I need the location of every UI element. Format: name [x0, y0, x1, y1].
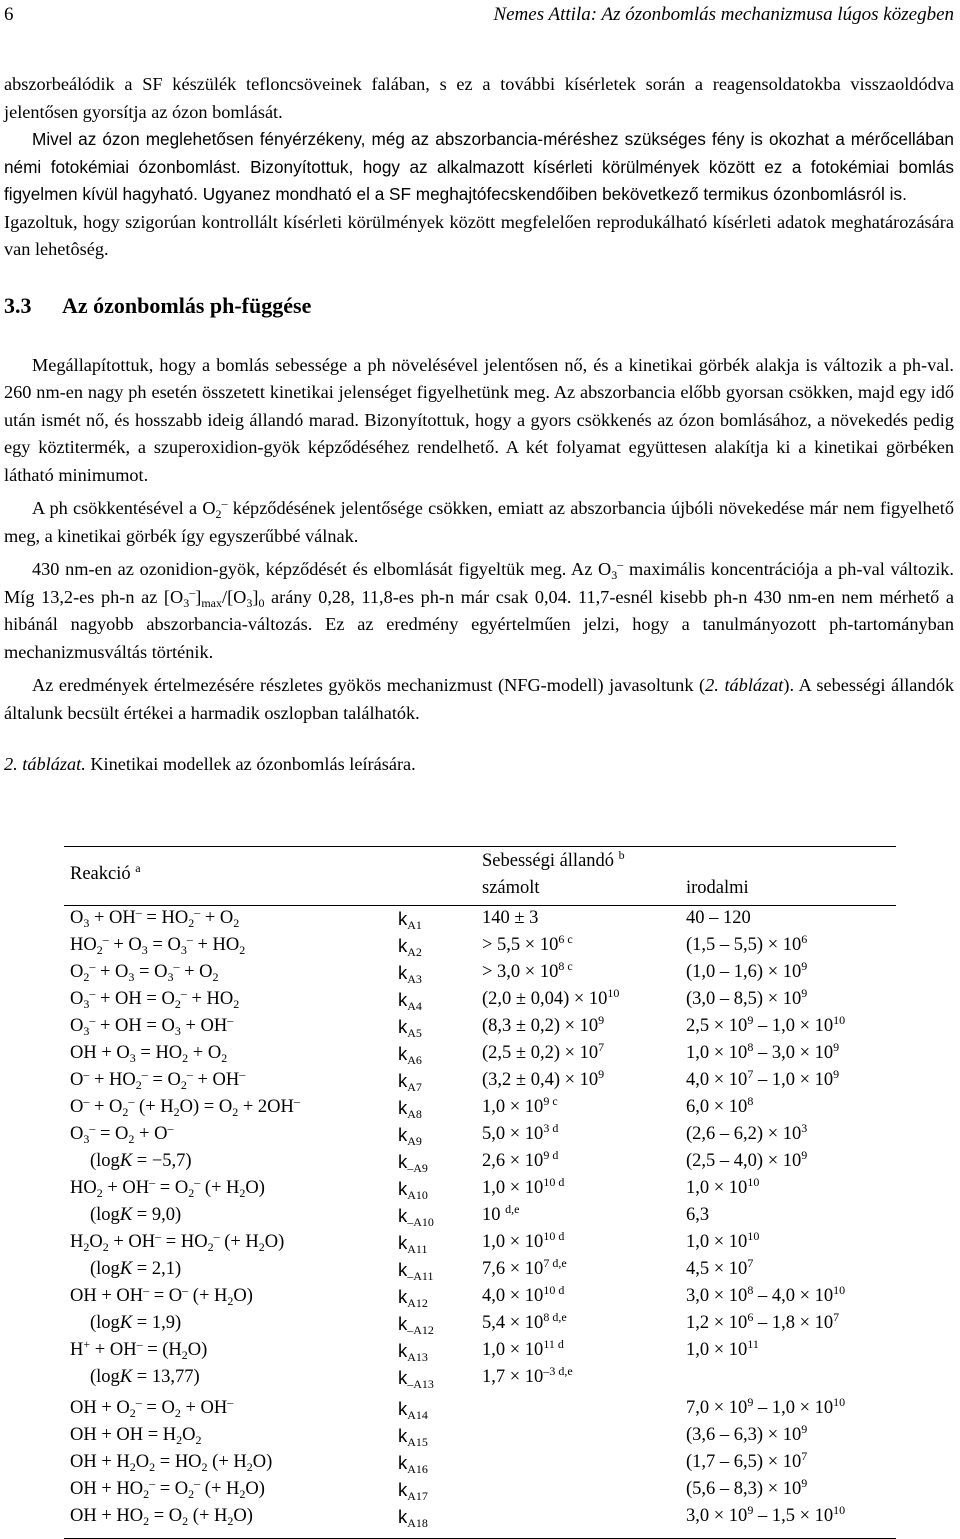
table-row: $O_3 + OH^- = HO_2^- + O_2$ $k_{A1}$ 140 ± 3 40 – 120 [70, 905, 751, 932]
section-heading [4, 292, 954, 326]
header-rate-constant: Sebességi állandó $^b$ [482, 848, 625, 871]
table-row: (logK = −5,7) $k_{-A9}$ $2,6 \times 10^{9 d}$ $(2,5 - 4,0) \times 10^9$ [90, 1148, 808, 1175]
section-title: Az ózonbomlás ph-függése [62, 292, 312, 318]
running-title: Nemes Attila: Az ózonbomlás mechanizmusa lúgos közegben [493, 4, 954, 25]
table-row: (logK = 2,1) $k_{-A11}$ $7,6 \times 10^{7 d,e}$ $4,5 \times 10^7$ [90, 1256, 754, 1283]
paragraph: Az eredmények értelmezésére részletes gyökös mechanizmust (NFG-modell) javasoltunk (2. táblázat). A sebességi állandók általunk becsült értékei a harmadik oszlopban találhatók. [4, 675, 954, 723]
table-row: (logK = 9,0) $k_{-A10}$ 10 $^{d,e}$ 6,3 [90, 1202, 710, 1229]
table-rule-mid [64, 905, 896, 906]
table-row: $O_3^-$ + OH = $O_2^- + HO_2$ $k_{A4}$ $(2,0 \pm 0,04) \times 10^{10}$ $(3,0 - 8,5) \times 10^9$ [70, 986, 808, 1013]
table-row: $O_3^-$ + OH = $O_3 + OH^-$ $k_{A5}$ $(8,3 \pm 0,2) \times 10^9$ $2,5 \times 10^9 - 1,0 \times 10^{10}$ [70, 1013, 846, 1040]
table-row: $O^- + O_2^-$ (+ $H_2O) = O_2 + 2OH^-$ $k_{A8}$ $1,0 \times 10^{9 c}$ $6,0 \times 10^8$ [70, 1094, 754, 1121]
section-number: 3.3 [4, 292, 32, 318]
table-row: $H_2O_2 + OH^- = HO_2^-$ (+ $H_2O$) $k_{A11}$ $1,0 \times 10^{10 d}$ $1,0 \times 10^{10}$ [70, 1229, 760, 1256]
table-row: $O_3^- = O_2 + O^-$ $k_{A9}$ $5,0 \times 10^{3 d}$ $(2,6 - 6,2) \times 10^3$ [70, 1121, 808, 1148]
paragraph: 430 nm-en az ozonidion-gyök, képződését és elbomlását figyeltük meg. Az $O_3^-$ maximális koncentrációja a ph-val változik. Míg 13,2-es ph-n az $[O_3^-]_{max}/[O_3]_0$ arány 0,28, 11,8-es ph-n már csak 0,04. 11,7-esnél kisebb ph-n 430 nm-en nem mérhető a hibánál nagyobb abszorbancia-változás. Ez az eredmény egyértelműen jelzi, hogy a tanulmányozott ph-tartományban mechanizmusváltás történik. [4, 557, 955, 662]
table-row: (logK = 1,9) $k_{-A12}$ $5,4 \times 10^{8 d,e}$ $1,2 \times 10^6 - 1,8 \times 10^7$ [90, 1310, 840, 1337]
paragraph: abszorbeálódik a SF készülék tefloncsöveinek falában, s ez a további kísérletek során a reagensoldatokba visszaoldódva jelentősen gyorsítja az ózon bomlását. [4, 74, 954, 122]
table-row: OH + $HO_2^- = O_2^-$ (+ $H_2O$) $k_{A17}$ $(5,6 - 8,3) \times 10^9$ [70, 1476, 808, 1503]
paragraph: Mivel az ózon meglehetősen fényérzékeny, még az abszorbancia-méréshez szükséges fény is okozhat a mérőcellában némi fotokémiai ózonbomlást. Bizonyítottuk, hogy az alkalmazott kísérleti körülmények között ez a fotokémiai bomlás figyelmen kívül hagyható. Ugyanez mondható el a SF meghajtófecskendőiben bekövetkező termikus ózonbomlásról is. [4, 129, 954, 204]
table-row: $HO_2^- + O_3 = O_3^- + HO_2$ $k_{A2}$ > $5,5 \times 10^{6 c}$ $(1,5 - 5,5) \times 10^6$ [70, 932, 808, 959]
table-row: $O_2^- + O_3 = O_3^- + O_2$ $k_{A3}$ > $3,0 \times 10^{8 c}$ $(1,0 - 1,6) \times 10^9$ [70, 959, 808, 986]
table-row: OH + $HO_2 = O_2$ (+ $H_2O$) $k_{A18}$ $3,0 \times 10^9 - 1,5 \times 10^{10}$ [70, 1503, 846, 1530]
table-row: $H^+ + OH^- = (H_2O)$ $k_{A13}$ $1,0 \times 10^{11 d}$ $1,0 \times 10^{11}$ [70, 1337, 759, 1364]
paragraph: Megállapítottuk, hogy a bomlás sebessége a ph növelésével jelentősen nő, és a kinetikai görbék alakja is változik a ph-val. 260 nm-en nagy ph esetén összetett kinetikai jelenséget figyelhetünk meg. Az abszorbancia előbb gyorsan csökken, majd egy idő után ismét nő, és hosszabb ideig állandó marad. Bizonyítottuk, hogy a gyors csökkenés az ózon bomlásához, a növekedés pedig egy köztitermék, a szuperoxidion-gyök képződéséhez rendelhető. A két folyamat együttesen alakítja ki a kinetikai görbéken látható minimumot. [4, 354, 954, 485]
page-header [4, 4, 954, 32]
table-row: OH + $O_3 = HO_2 + O_2$ $k_{A6}$ $(2,5 \pm 0,2) \times 10^7$ $1,0 \times 10^8 - 3,0 \times 10^9$ [70, 1040, 840, 1067]
table-row: OH + OH– = O– (+ $H_2O$) $k_{A12}$ $4,0 \times 10^{10 d}$ $3,0 \times 10^8 - 4,0 \times 10^{10}$ [70, 1283, 846, 1310]
table-row: OH + $O_2^- = O_2 + OH^-$ $k_{A14}$ $7,0 \times 10^9 - 1,0 \times 10^{10}$ [70, 1395, 846, 1422]
page-body [4, 71, 954, 779]
header-literature: irodalmi [686, 878, 749, 898]
table-reference: 2. táblázat [705, 675, 784, 695]
table-row: $O^- + HO_2^- = O_2^- + OH^-$ $k_{A7}$ $(3,2 \pm 0,4) \times 10^9$ $4,0 \times 10^7 - 1,0 \times 10^9$ [70, 1067, 840, 1094]
paragraph: A ph csökkentésével a $O_2^-$ képződésének jelentősége csökken, emiatt az abszorbancia újbóli növekedése már nem figyelhető meg, a kinetikai görbék így egyszerűbbé válnak. [4, 496, 954, 546]
table-row: $HO_2 + OH^- = O_2^-$ (+ $H_2O$) $k_{A10}$ $1,0 \times 10^{10 d}$ $1,0 \times 10^{10}$ [70, 1175, 760, 1202]
table-row: OH + $H_2O_2 = HO_2$ (+ $H_2O$) $k_{A16}$ $(1,7 - 6,5) \times 10^7$ [70, 1449, 808, 1476]
page-number: 6 [4, 4, 14, 25]
table-row: OH + OH = $H_2O_2$ $k_{A15}$ $(3,6 - 6,3) \times 10^9$ [70, 1422, 808, 1449]
table-row: (logK = 13,77) $k_{-A13}$ $1,7 \times 10^{-3 d,e}$ [90, 1364, 573, 1391]
table-caption: 2. táblázat. Kinetikai modellek az ózonbomlás leírására. [4, 754, 416, 774]
header-reaction: Reakció $^a$ [70, 861, 141, 884]
header-calculated: számolt [482, 878, 540, 898]
paragraph: Igazoltuk, hogy szigorúan kontrollált kísérleti körülmények között megfelelően reprodukálható kísérleti adatok meghatározására van lehetôség. [4, 211, 954, 259]
table-rule-top [64, 846, 896, 847]
